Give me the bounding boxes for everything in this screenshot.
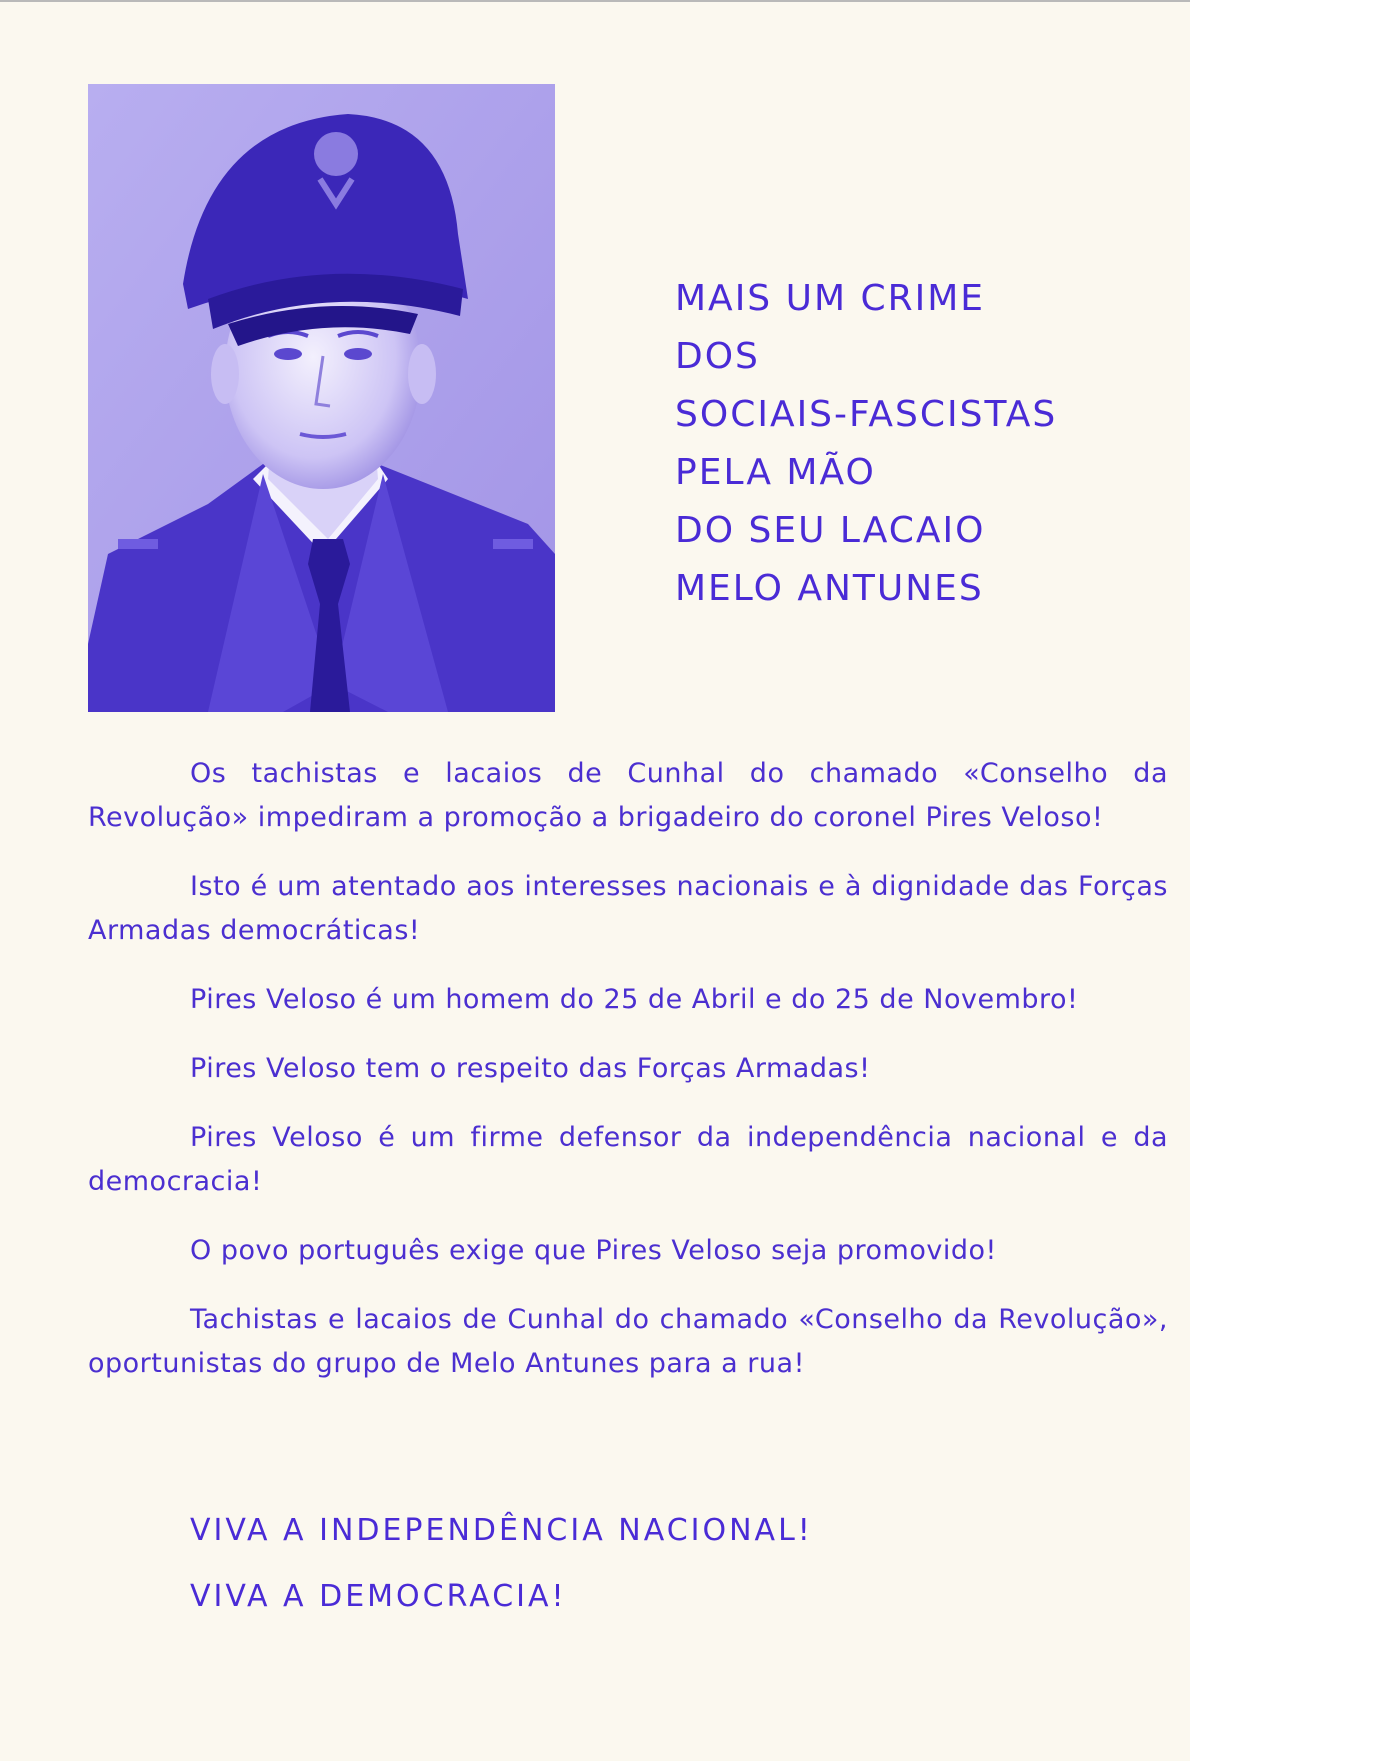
headline-line: SOCIAIS-FASCISTAS <box>675 394 1058 435</box>
headline <box>675 270 1057 618</box>
slogan: VIVA A INDEPENDÊNCIA NACIONAL! <box>190 1513 813 1548</box>
headline-line: DOS <box>675 336 760 377</box>
paragraph: O povo português exige que Pires Veloso seja promovido! <box>190 1235 997 1266</box>
headline-line: PELA MÃO <box>675 452 876 493</box>
body-text <box>88 752 1168 1411</box>
slogan: VIVA A DEMOCRACIA! <box>190 1579 567 1614</box>
paragraph: Os tachistas e lacaios de Cunhal do chamado «Conselho da Revolução» impediram a promoção a brigadeiro do coronel Pires Veloso! <box>88 758 1168 833</box>
headline-line: DO SEU LACAIO <box>675 510 986 551</box>
paragraph: Tachistas e lacaios de Cunhal do chamado «Conselho da Revolução», oportunistas do grupo de Melo Antunes para a rua! <box>88 1304 1168 1379</box>
portrait-photo <box>88 84 555 712</box>
paragraph: Pires Veloso tem o respeito das Forças Armadas! <box>190 1053 871 1084</box>
headline-line: MAIS UM CRIME <box>675 278 986 319</box>
headline-line: MELO ANTUNES <box>675 568 984 609</box>
paragraph: Isto é um atentado aos interesses nacionais e à dignidade das Forças Armadas democráticas! <box>88 871 1168 946</box>
paragraph: Pires Veloso é um homem do 25 de Abril e do 25 de Novembro! <box>190 984 1079 1015</box>
paragraph: Pires Veloso é um firme defensor da independência nacional e da democracia! <box>88 1122 1168 1197</box>
portrait-illustration <box>88 84 555 712</box>
slogans <box>190 1498 813 1630</box>
